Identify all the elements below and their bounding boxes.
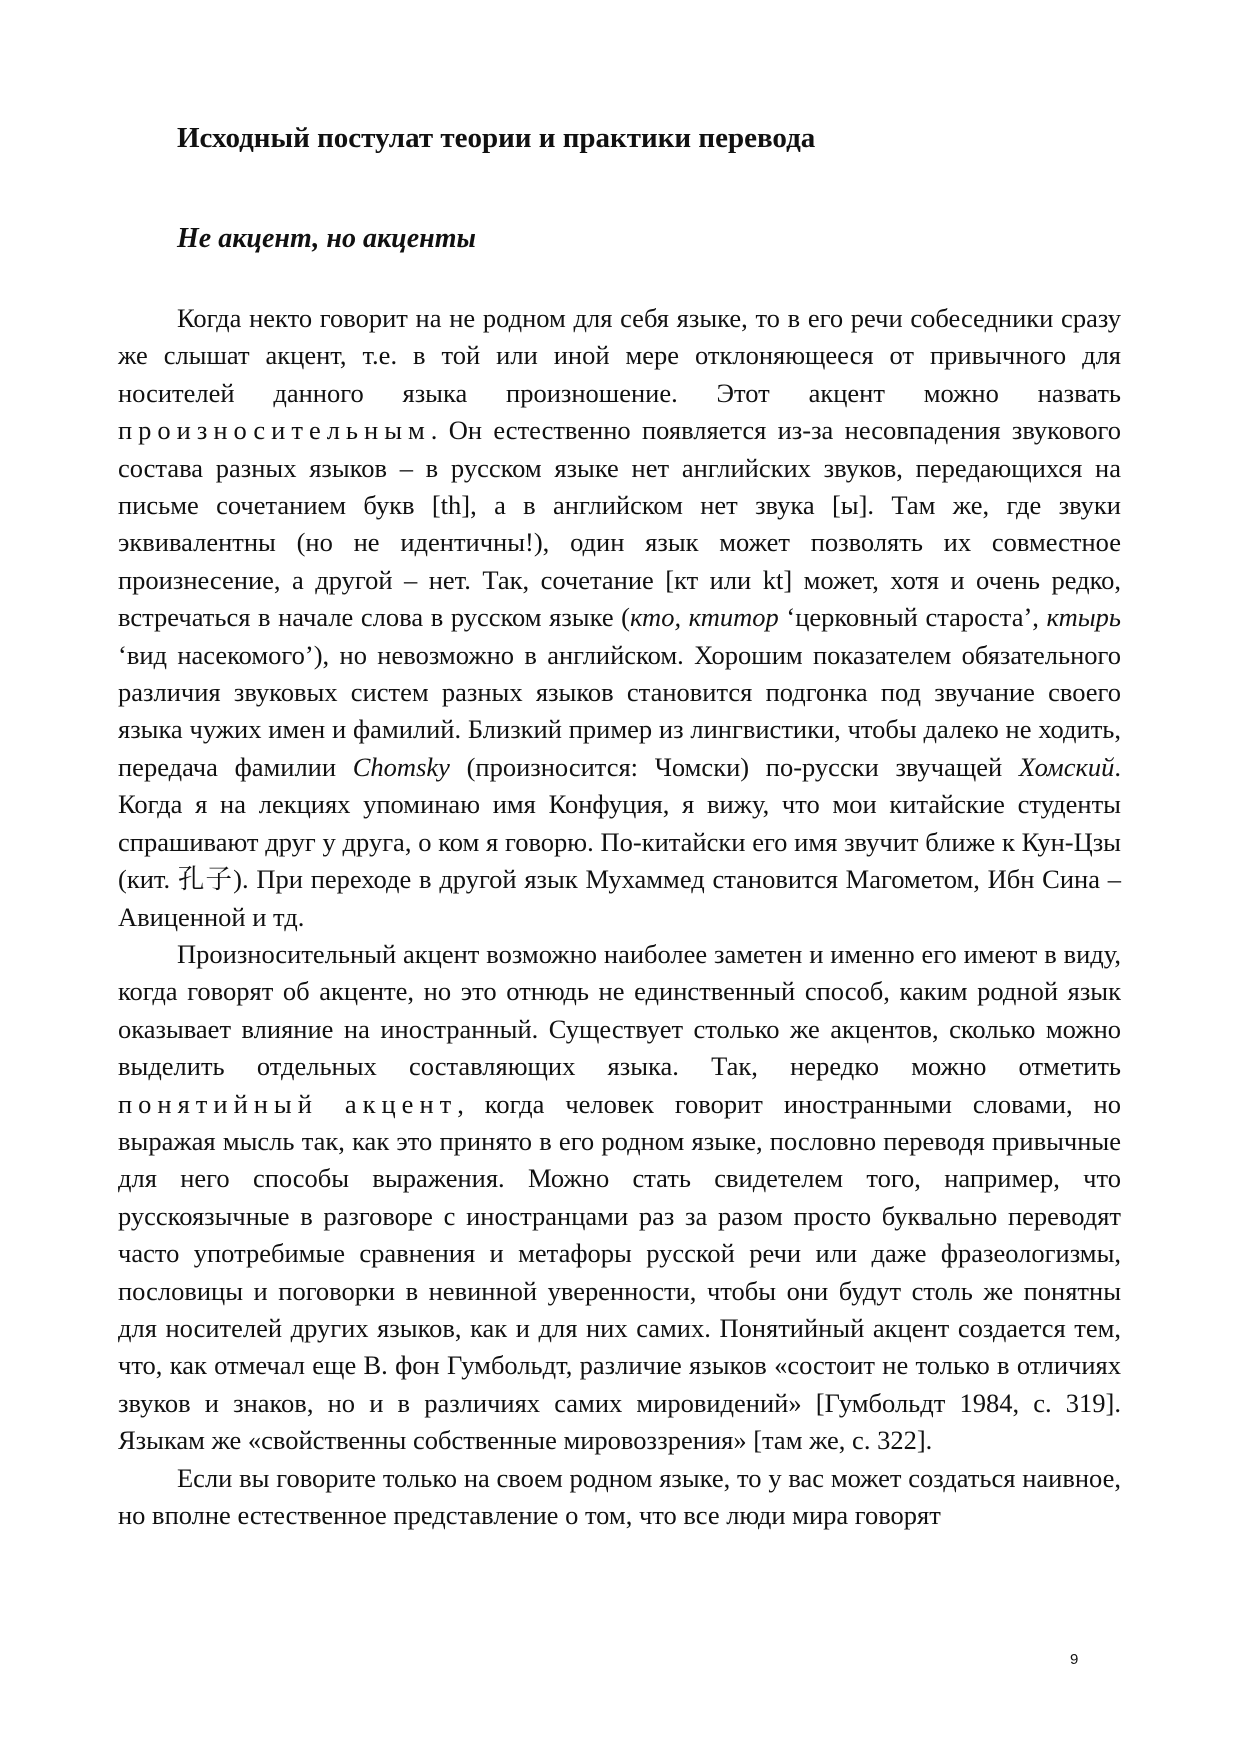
text-run: ‘церковный староста’, [778,602,1047,633]
paragraph-2 [118,936,1121,1460]
text-run: Когда некто говорит на не родном для себя языке, то в его речи собеседники сразу же слышат акцент, т.е. в той или иной мере отклоняющееся от привычного для носителей данного языка произношение. Этот акцент можно назвать [118,303,1121,408]
text-run: ‘вид насекомого’), но невозможно в английском. Хорошим показателем обязательного различия звуковых систем разных языков становится подгонка под звучание своего языка чужих имен и фамилий. Близкий пример из лингвистики, чтобы далеко не ходить, передача фамилии [118,639,1121,782]
text-run: Произносительный акцент возможно наиболее заметен и именно его имеют в виду, когда говорят об акценте, но это отнюдь не единственный способ, каким родной язык оказывает влияние на иностранный. Существует столько же акцентов, сколько можно выделить отдельных составляющих языка. Так, нередко можно отметить [118,938,1121,1082]
text-run: (произносится: Чомски) по-русски звучащей [449,751,1019,782]
text-run: , когда человек говорит иностранными словами, но выражая мысль так, как это принято в его родном языке, пословно переводя привычные для него способы выражения. Можно стать свидетелем того, например, что русскоязычные в разговоре с иностранцами раз за разом просто буквально переводят часто употребимые сравнения и метафоры русской речи или даже фразеологизмы, пословицы и поговорки в невинной уверенности, чтобы они будут столь же понятны для носителей других языков, как и для них самих. Понятийный акцент создается тем, что, как отмечал еще В. фон Гумбольдт, различие языков «состоит не только в отличиях звуков и знаков, но и в различиях самих мировидений» [Гумбольдт 1984, с. 319]. Языкам же «свойственны собственные мировоззрения» [там же, с. 322]. [118,1088,1121,1456]
text-run: . Когда я на лекциях упоминаю имя Конфуция, я вижу, что мои китайские студенты спрашивают друг у друга, о ком я говорю. По-китайски его имя звучит ближе к Кун-Цзы (кит. 孔子). При переходе в другой язык Мухаммед становится Магометом, Ибн Сина – Авиценной и тд. [118,751,1121,932]
page-number: 9 [1070,1651,1079,1668]
italic-example: Хомский [1018,751,1115,782]
spaced-term: понятийный акцент [118,1088,458,1119]
body-text [118,300,1121,1534]
italic-example: кто, ктитор [630,602,779,633]
section-subheading: Не акцент, но акценты [177,223,476,254]
paragraph-1 [118,300,1121,936]
section-heading: Исходный постулат теории и практики перевода [177,122,816,154]
spaced-term: произносительным [118,415,431,446]
italic-example: ктырь [1046,602,1121,633]
text-run: . Он естественно появляется из-за несовпадения звукового состава разных языков – в русском языке нет английских звуков, передающихся на письме сочетанием букв [th], а в английском нет звука [ы]. Там же, где звуки эквивалентны (но не идентичны!), один язык может позволять их совместное произнесение, а другой – нет. Так, сочетание [кт или kt] может, хотя и очень редко, встречаться в начале слова в русском языке ( [118,415,1121,633]
italic-example: Chomsky [352,751,450,782]
paragraph-3: Если вы говорите только на своем родном языке, то у вас может создаться наивное, но вполне естественное представление о том, что все люди мира говорят [118,1462,1121,1530]
